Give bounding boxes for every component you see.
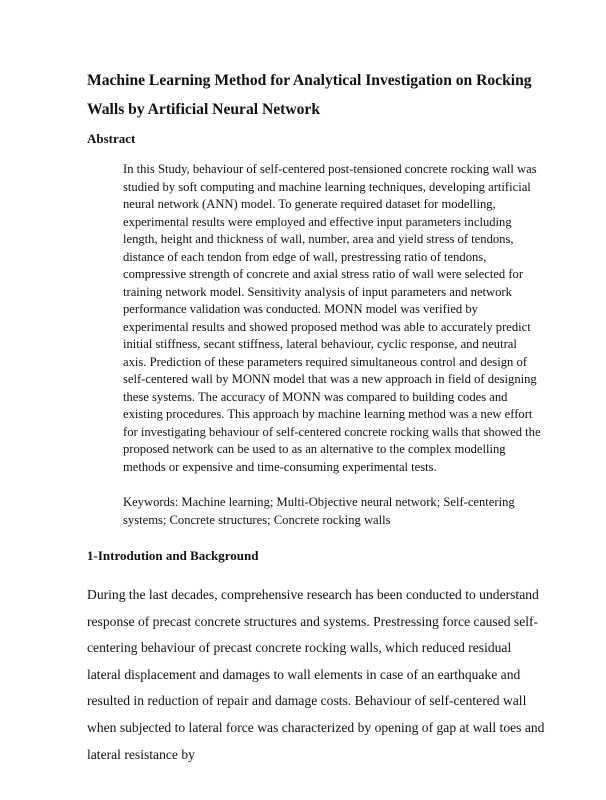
introduction-text: During the last decades, comprehensive research has been conducted to understand response of precast concrete structures and systems. Prestressing force caused self-centering behaviour of precast concrete rocking walls, which reduced residual lateral displacement and damages to wall elements in case of an earthquake and resulted in reduction of repair and damage costs. Behaviour of self-centered wall when subjected to lateral force was characterized by opening of gap at wall toes and lateral resistance by bbox=[87, 587, 545, 762]
paper-title: Machine Learning Method for Analytical Investigation on Rocking Walls by Artificial Neural Network bbox=[87, 72, 532, 118]
abstract-heading: Abstract bbox=[87, 131, 136, 146]
abstract-text: In this Study, behaviour of self-centered post-tensioned concrete rocking wall was studied by soft computing and machine learning techniques, developing artificial neural network (ANN) model. To generate required dataset for modelling, experimental results were employed and effective input parameters including length, height and thickness of wall, number, area and yield stress of tendons, distance of each tendon from edge of wall, prestressing ratio of tendons, compressive strength of concrete and axial stress ratio of wall were selected for training network model. Sensitivity analysis of input parameters and network performance validation was conducted. MONN model was verified by experimental results and showed proposed method was able to accurately predict initial stiffness, secant stiffness, lateral behaviour, cyclic response, and neutral axis. Prediction of these parameters required simultaneous control and design of self-centered wall by MONN model that was a new approach in field of designing these systems. The accuracy of MONN was compared to building codes and existing procedures. This approach by machine learning method was a new effort for investigating behaviour of self-centered concrete rocking walls that showed the proposed network can be used to as an alternative to the complex modelling methods or expensive and time-consuming experimental tests. bbox=[123, 162, 541, 474]
section-heading-introduction: 1-Introdution and Background bbox=[87, 548, 259, 563]
keywords: Keywords: Machine learning; Multi-Objective neural network; Self-centering systems; Concrete structures; Concrete rocking walls bbox=[123, 495, 515, 527]
